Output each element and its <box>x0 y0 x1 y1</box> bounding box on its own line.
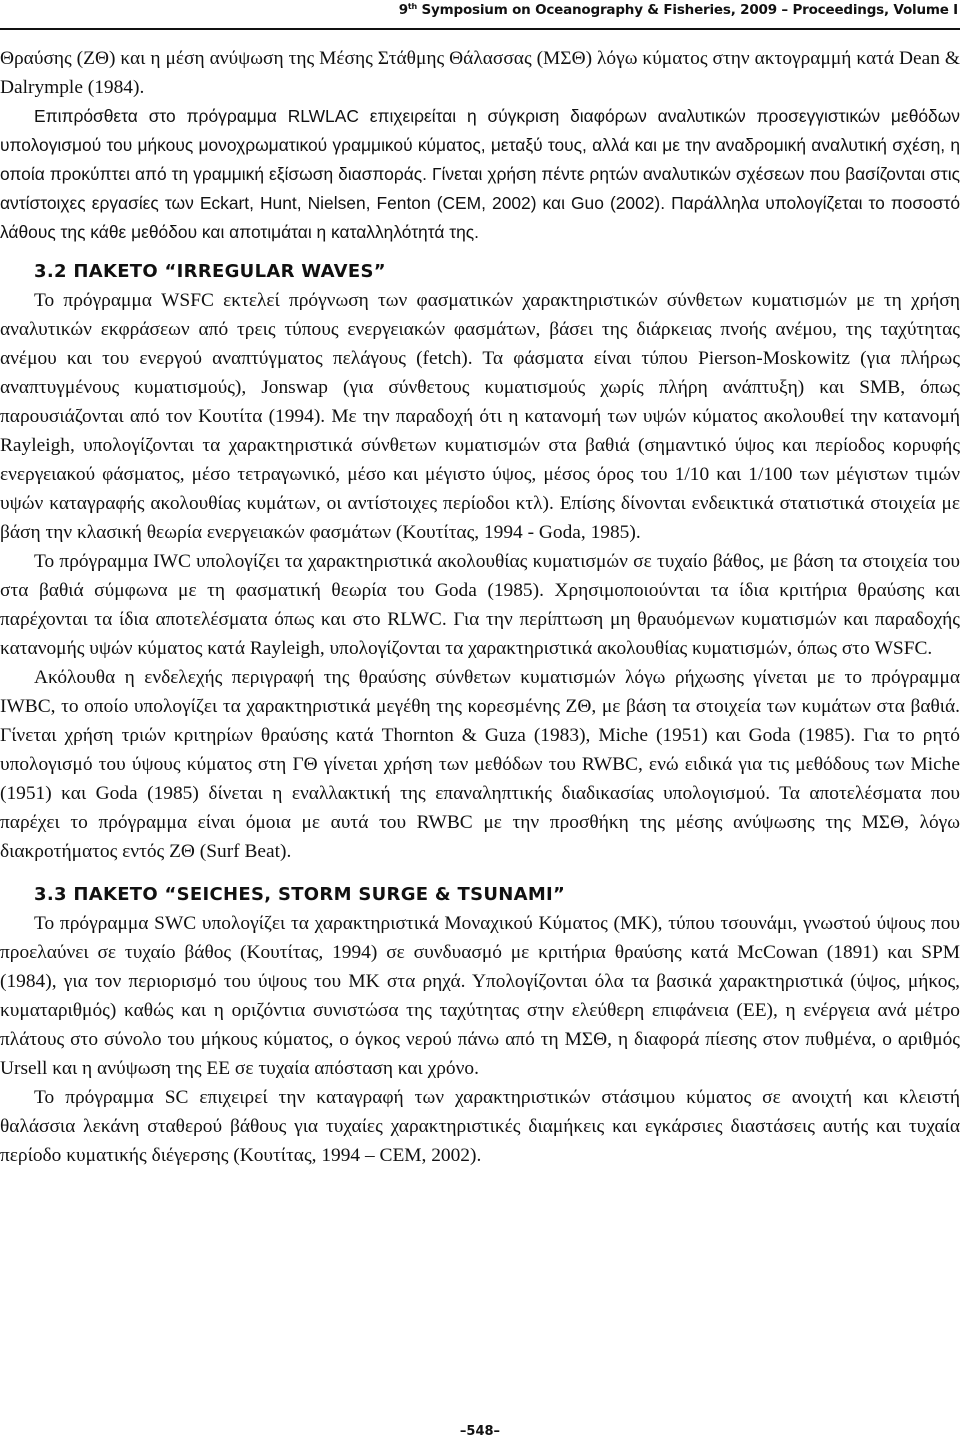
header-title: Symposium on Oceanography & Fisheries, 2009 – Proceedings, Volume I <box>417 2 958 18</box>
paragraph-rlwlac: Επιπρόσθετα στο πρόγραμμα RLWLAC επιχειρείται η σύγκριση διαφόρων αναλυτικών προσεγγιστικών μεθόδων υπολογισμού του μήκους μονοχρωματικού γραμμικού κύματος, μεταξύ τους, αλλά και με την αναδρομική αναλυτική σχέση, η οποία προκύπτει από τη γραμμική εξίσωση διασποράς. Γίνεται χρήση πέντε ρητών αναλυτικών σχέσεων που βασίζονται στις αντίστοιχες εργασίες των Eckart, Hunt, Nielsen, Fenton (CEM, 2002) και Guo (2002). Παράλληλα υπολογίζεται το ποσοστό λάθους της κάθε μεθόδου και αποτιμάται η καταλληλότητά της. <box>0 106 960 242</box>
running-header <box>399 2 958 18</box>
paragraph-iwbc: Ακόλουθα η ενδελεχής περιγραφή της θραύσης σύνθετων κυματισμών λόγω ρήχωσης γίνεται με το πρόγραμμα IWBC, το οποίο υπολογίζει τα χαρακτηριστικά μεγέθη της κορεσμένης ΖΘ, με βάση τα στοιχεία των κυμάτων στα βαθιά. Γίνεται χρήση τριών κριτηρίων θραύσης κατά Thornton & Guza (1983), Miche (1951) και Goda (1985). Για το ρητό υπολογισμό του ύψους κύματος στη ΓΘ γίνεται χρήση των μεθόδων του RWBC, ενώ ειδικά για τις μεθόδους των Miche (1951) και Goda (1985) δίνεται η εναλλακτική της επαναληπτικής διαδικασίας υπολογισμού. Τα αποτελέσματα που παρέχει το πρόγραμμα είναι όμοια με αυτά του RWBC με την προσθήκη της μέσης ανύψωσης της ΜΣΘ, λόγω διακροτήματος εντός ΖΘ (Surf Beat). <box>0 667 960 862</box>
paragraph-wsfc: Το πρόγραμμα WSFC εκτελεί πρόγνωση των φασματικών χαρακτηριστικών σύνθετων κυματισμών με τη χρήση αναλυτικών εκφράσεων από τρεις τύπους ενεργειακών φασμάτων, βάσει της διάρκειας πνοής ανέμου, της ταχύτητας ανέμου και του ενεργού αναπτύγματος πελάγους (fetch). Τα φάσματα είναι τύπου Pierson-Moskowitz (για πλήρως αναπτυγμένους κυματισμούς), Jonswap (για σύνθετους κυματισμούς χωρίς πλήρη ανάπτυξη) και SMB, όπως παρουσιάζονται από τον Κουτίτα (1994). Με την παραδοχή ότι η κατανομή των υψών κύματος ακολουθεί την κατανομή Rayleigh, υπολογίζονται τα χαρακτηριστικά σύνθετων κυματισμών στα βαθιά (σημαντικό ύψος και περίοδος κορυφής ενεργειακού φάσματος, μέσο τετραγωνικό, μέσο και μέγιστο ύψος, μέσος όρος του 1/10 και 1/100 των μέγιστων τιμών υψών καταγραφής ακολουθίας κυμάτων, οι αντίστοιχες περίοδοι κτλ). Επίσης δίνονται ενδεικτικά στατιστικά στοιχεία με βάση την κλασική θεωρία ενεργειακών φασμάτων (Κουτίτας, 1994 - Goda, 1985). <box>0 290 960 543</box>
paragraph-sc: Το πρόγραμμα SC επιχειρεί την καταγραφή των χαρακτηριστικών στάσιμου κύματος σε ανοιχτή και κλειστή θαλάσσια λεκάνη σταθερού βάθους για τυχαίες χαρακτηριστικές διαμήκεις και εγκάρσιες διαστάσεις αυτής και τυχαία περίοδο κυματικής διέγερσης (Κουτίτας, 1994 – CEM, 2002). <box>0 1087 960 1166</box>
section-heading-3-2: 3.2 ΠΑΚΕΤΟ “IRREGULAR WAVES” <box>34 261 386 282</box>
header-rule <box>0 28 960 30</box>
page-number: –548– <box>459 1424 501 1439</box>
page-body <box>0 44 960 1170</box>
paragraph-continuation: Θραύσης (ΖΘ) και η μέση ανύψωση της Μέσης Στάθμης Θάλασσας (ΜΣΘ) λόγω κύματος στην ακτογραμμή κατά Dean & Dalrymple (1984). <box>0 48 960 98</box>
header-superscript: th <box>407 2 418 11</box>
header-volume-number: 9 <box>398 2 408 18</box>
paragraph-swc: Το πρόγραμμα SWC υπολογίζει τα χαρακτηριστικά Μοναχικού Κύματος (ΜΚ), τύπου τσουνάμι, γνωστού ύψους που προελαύνει σε τυχαίο βάθος (Κουτίτας, 1994) σε συνδυασμό με κριτήρια θραύσης κατά McCowan (1891) και SPM (1984), για τον περιορισμό του ύψους του ΜΚ στα ρηχά. Υπολογίζονται όλα τα βασικά χαρακτηριστικά (ύψος, μήκος, κυματαριθμός) καθώς και η οριζόντια συνιστώσα της ταχύτητας στην ελεύθερη επιφάνεια (ΕΕ), η ενέργεια ανά μέτρο πλάτους στο σύνολο του μήκους κύματος, ο όγκος νερού πάνω από τη ΜΣΘ, η διαφορά πίεσης στον πυθμένα, ο αριθμός Ursell και η ανύψωση της ΕΕ σε τυχαία απόσταση και χρόνο. <box>0 913 960 1079</box>
paragraph-iwc: Το πρόγραμμα IWC υπολογίζει τα χαρακτηριστικά ακολουθίας κυματισμών σε τυχαίο βάθος, με βάση τα στοιχεία του στα βαθιά σύμφωνα με τη φασματική θεωρία του Goda (1985). Χρησιμοποιούνται τα ίδια κριτήρια θραύσης και παρέχονται τα ίδια αποτελέσματα όπως και στο RLWC. Για την περίπτωση μη θραυόμενων κυματισμών και παραδοχής κατανομής υψών κύματος κατά Rayleigh, υπολογίζονται τα χαρακτηριστικά ακολουθίας κυματισμών, όπως στο WSFC. <box>0 551 960 659</box>
section-heading-3-3: 3.3 ΠΑΚΕΤΟ “SEICHES, STORM SURGE & TSUNAMI” <box>34 884 566 905</box>
